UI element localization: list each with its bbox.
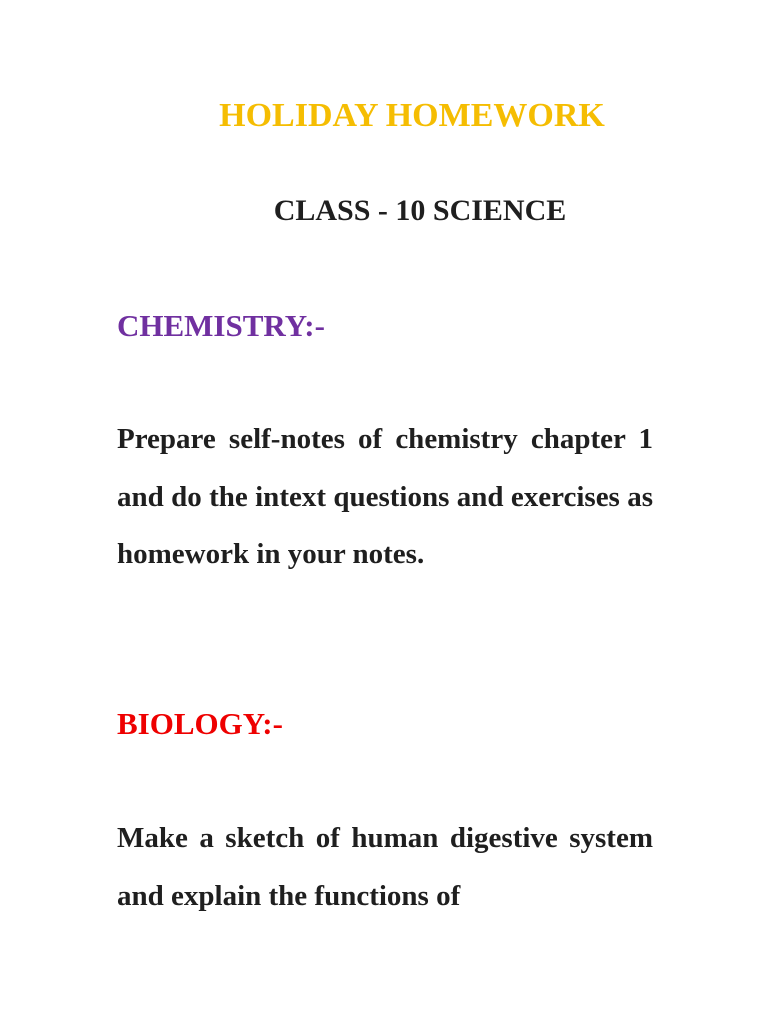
chemistry-instructions: Prepare self-notes of chemistry chapter 1 and do the intext questions and exercises as homework in your notes.	[117, 423, 653, 570]
class-subtitle: CLASS - 10 SCIENCE	[273, 194, 567, 227]
biology-instructions: Make a sketch of human digestive system and explain the functions of	[117, 822, 653, 912]
biology-heading: BIOLOGY:-	[117, 706, 283, 741]
chemistry-heading: CHEMISTRY:-	[117, 308, 325, 343]
page-title: HOLIDAY HOMEWORK	[219, 97, 605, 134]
